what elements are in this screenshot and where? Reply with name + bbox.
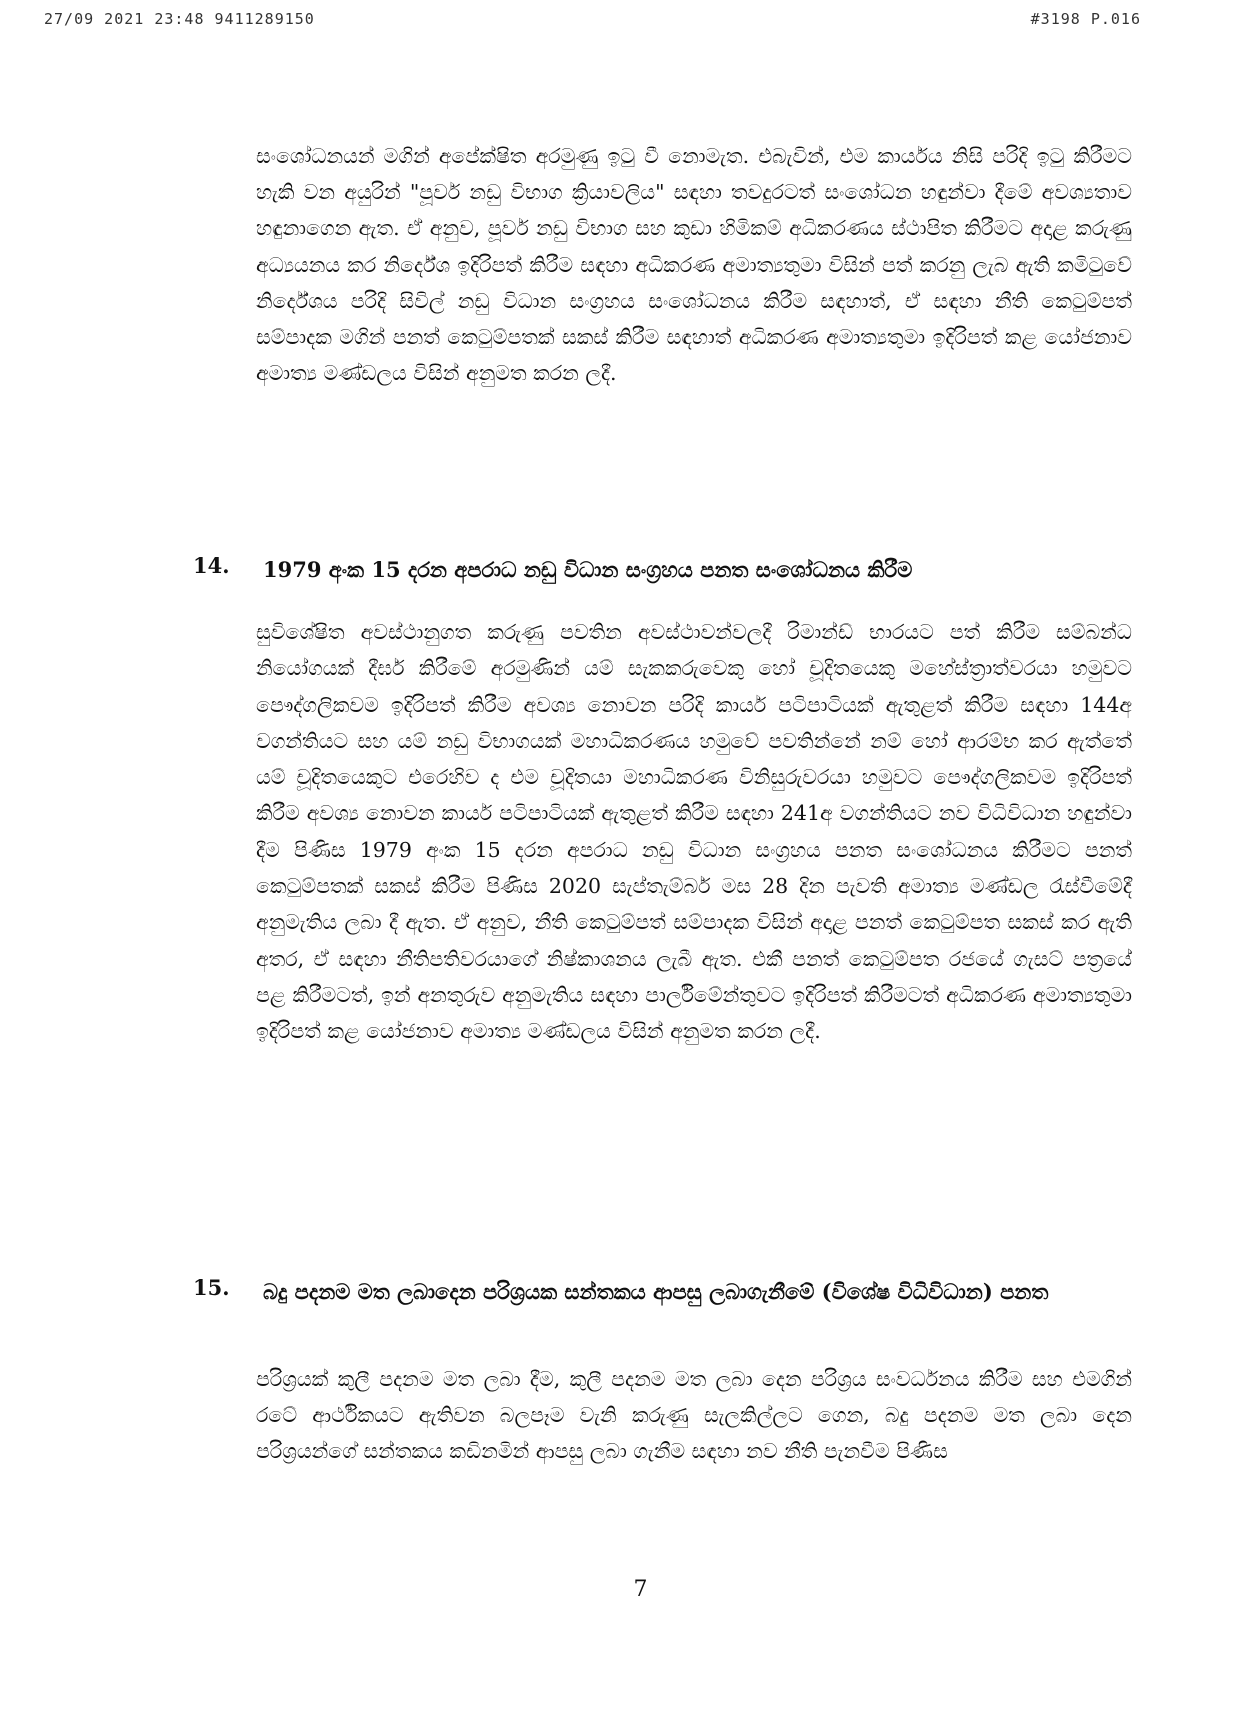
- section-14-body: සුවිශේෂිත අවස්ථානුගත කරුණු පවතින අවස්ථාවන්වලදී රිමාන්ඩ් භාරයට පත් කිරීම සම්බන්ධ නියෝගයක් දීර්ඝ කිරීමේ අරමුණින් යම් සැකකරුවෙකු හෝ චූදිතයෙකු මහේස්ත්‍රාත්වරයා හමුවට පෞද්ගලිකවම ඉදිරිපත් කිරීම අවශ්‍ය නොවන පරිදි කාර්ය පටිපාටියක් ඇතුළත් කිරීම සඳහා 144අ වගන්තියට සහ යම් නඩු විභාගයක් මහාධිකරණය හමුවේ පවතින්නේ නම් හෝ ආරම්භ කර ඇත්තේ යම් චූදිතයෙකුට එරෙහිව ද එම චූදිතයා මහාධිකරණ විනිසුරුවරයා හමුවට පෞද්ගලිකවම ඉදිරිපත් කිරීම අවශ්‍ය නොවන කාර්ය පටිපාටියක් ඇතුළත් කිරීම සඳහා 241අ වගන්තියට නව විධිවිධාන හඳුන්වා දීම පිණිස 1979 අංක 15 දරන අපරාධ නඩු විධාන සංග්‍රහය පනත සංශෝධනය කිරීමට පනත් කෙටුම්පතක් සකස් කිරීම පිණිස 2020 සැප්තැම්බර් මස 28 දින පැවති අමාත්‍ය මණ්ඩල රැස්වීමේදී අනුමැතිය ලබා දී ඇත. ඒ අනුව, නීති කෙටුම්පත් සම්පාදක විසින් අදාළ පනත් කෙටුම්පත සකස් කර ඇති අතර, ඒ සඳහා නීතිපතිවරයාගේ නිෂ්කාශනය ලැබී ඇත. එකී පනත් කෙටුම්පත රජයේ ගැසට් පත්‍රයේ පළ කිරීමටත්, ඉන් අනතුරුව අනුමැතිය සඳහා පාර්ලිමේන්තුවට ඉදිරිපත් කිරීමටත් අධිකරණ අමාත්‍යතුමා ඉදිරිපත් කළ යෝජනාව අමාත්‍ය මණ්ඩලය විසින් අනුමත කරන ලදී.: [256, 620, 1132, 1044]
- section-15-number: 15.: [193, 1275, 230, 1300]
- section-14-title: 1979 අංක 15 දරන අපරාධ නඩු විධාන සංග්‍රහය පනත සංශෝධනය කිරීම: [263, 557, 913, 582]
- section-14-number: 14.: [193, 553, 230, 578]
- fax-header-page-ref: #3198 P.016: [1030, 10, 1141, 28]
- paragraph-continuation: සංශෝධනයන් මගින් අපේක්ෂිත අරමුණු ඉටු වී නොමැත. එබැවින්, එම කාර්යය නිසි පරිදි ඉටු කිරීමට හැකි වන අයුරින් "පූර්ව නඩු විභාග ක්‍රියාවලිය" සඳහා තවදුරටත් සංශෝධන හඳුන්වා දීමේ අවශ්‍යතාව හඳුනාගෙන ඇත. ඒ අනුව, පූර්ව නඩු විභාග සහ කුඩා හිමිකම් අධිකරණය ස්ථාපිත කිරීමට අදාළ කරුණු අධ්‍යයනය කර නිර්දේශ ඉදිරිපත් කිරීම සඳහා අධිකරණ අමාත්‍යතුමා විසින් පත් කරනු ලැබ ඇති කමිටුවේ නිර්දේශය පරිදි සිවිල් නඩු විධාන සංග්‍රහය සංශෝධනය කිරීම සඳහාත්, ඒ සඳහා නීති කෙටුම්පත් සම්පාදක මගින් පනත් කෙටුම්පතක් සකස් කිරීම සඳහාත් අධිකරණ අමාත්‍යතුමා ඉදිරිපත් කළ යෝජනාව අමාත්‍ය මණ්ඩලය විසින් අනුමත කරන ලදී.: [256, 144, 1132, 386]
- section-15-body: පරිශ්‍රයක් කුලී පදනම මත ලබා දීම, කුලී පදනම මත ලබා දෙන පරිශ්‍රය සංවර්ධනය කිරීම සහ එමගින් රටේ ආර්ථිකයට ඇතිවන බලපෑම වැනි කරුණු සැලකිල්ලට ගෙන, බදු පදනම මත ලබා දෙන පරිශ්‍රයන්ගේ සන්තකය කඩිනමින් ආපසු ලබා ගැනීම සඳහා නව නීති පැනවීම පිණිස: [256, 1367, 1132, 1464]
- fax-header: [0, 10, 1241, 34]
- section-15-title: බදු පදනම මත ලබාදෙන පරිශ්‍රයක සන්තකය ආපසු ලබාගැනීමේ (විශේෂ විධිවිධාන) පනත: [263, 1279, 1049, 1304]
- fax-header-datetime: 27/09 2021 23:48 9411289150: [44, 10, 315, 28]
- page-number: 7: [633, 1577, 648, 1602]
